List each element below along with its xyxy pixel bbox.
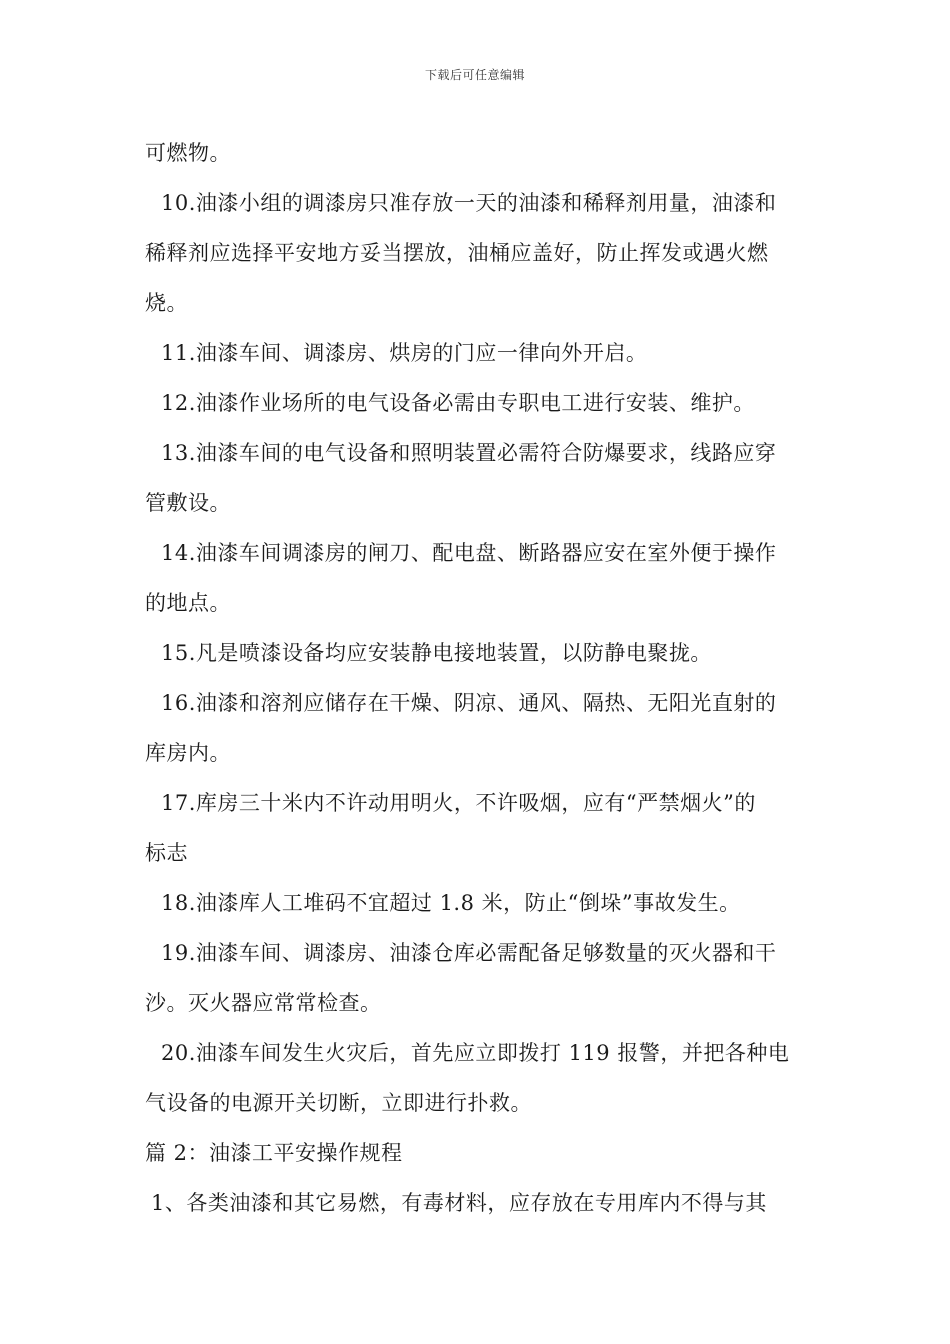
page-header: 下载后可任意编辑 <box>424 68 525 82</box>
rule-17-line-1: 17.库房三十米内不许动用明火，不许吸烟，应有“严禁烟火”的 <box>161 791 756 815</box>
rule-15: 15.凡是喷漆设备均应安装静电接地装置，以防静电聚拢。 <box>161 641 712 665</box>
section-heading: 篇 2：油漆工平安操作规程 <box>145 1141 403 1165</box>
rule-10-line-3: 烧。 <box>145 291 188 315</box>
rule-11: 11.油漆车间、调漆房、烘房的门应一律向外开启。 <box>161 341 648 365</box>
rule-20-line-1: 20.油漆车间发生火灾后，首先应立即拨打 119 报警，并把各种电 <box>161 1041 790 1065</box>
rule-19-line-1: 19.油漆车间、调漆房、油漆仓库必需配备足够数量的灭火器和干 <box>161 941 777 965</box>
rule-14-line-1: 14.油漆车间调漆房的闸刀、配电盘、断路器应安在室外便于操作 <box>161 541 777 565</box>
rule-18: 18.油漆库人工堆码不宜超过 1.8 米，防止“倒垛”事故发生。 <box>161 891 741 915</box>
rule-16-line-2: 库房内。 <box>145 741 231 765</box>
text-line: 可燃物。 <box>145 141 231 165</box>
rule-16-line-1: 16.油漆和溶剂应储存在干燥、阴凉、通风、隔热、无阳光直射的 <box>161 691 777 715</box>
rule-13-line-1: 13.油漆车间的电气设备和照明装置必需符合防爆要求，线路应穿 <box>161 441 777 465</box>
rule-14-line-2: 的地点。 <box>145 591 231 615</box>
section-2-rule-1: 1、各类油漆和其它易燃，有毒材料，应存放在专用库内不得与其 <box>151 1191 767 1215</box>
document-body <box>145 128 810 1228</box>
rule-20-line-2: 气设备的电源开关切断，立即进行扑救。 <box>145 1091 532 1115</box>
rule-10-line-1: 10.油漆小组的调漆房只准存放一天的油漆和稀释剂用量，油漆和 <box>161 191 777 215</box>
rule-17-line-2: 标志 <box>145 841 188 865</box>
rule-12: 12.油漆作业场所的电气设备必需由专职电工进行安装、维护。 <box>161 391 755 415</box>
rule-13-line-2: 管敷设。 <box>145 491 231 515</box>
rule-19-line-2: 沙。灭火器应常常检查。 <box>145 991 382 1015</box>
rule-10-line-2: 稀释剂应选择平安地方妥当摆放，油桶应盖好，防止挥发或遇火燃 <box>145 241 769 265</box>
